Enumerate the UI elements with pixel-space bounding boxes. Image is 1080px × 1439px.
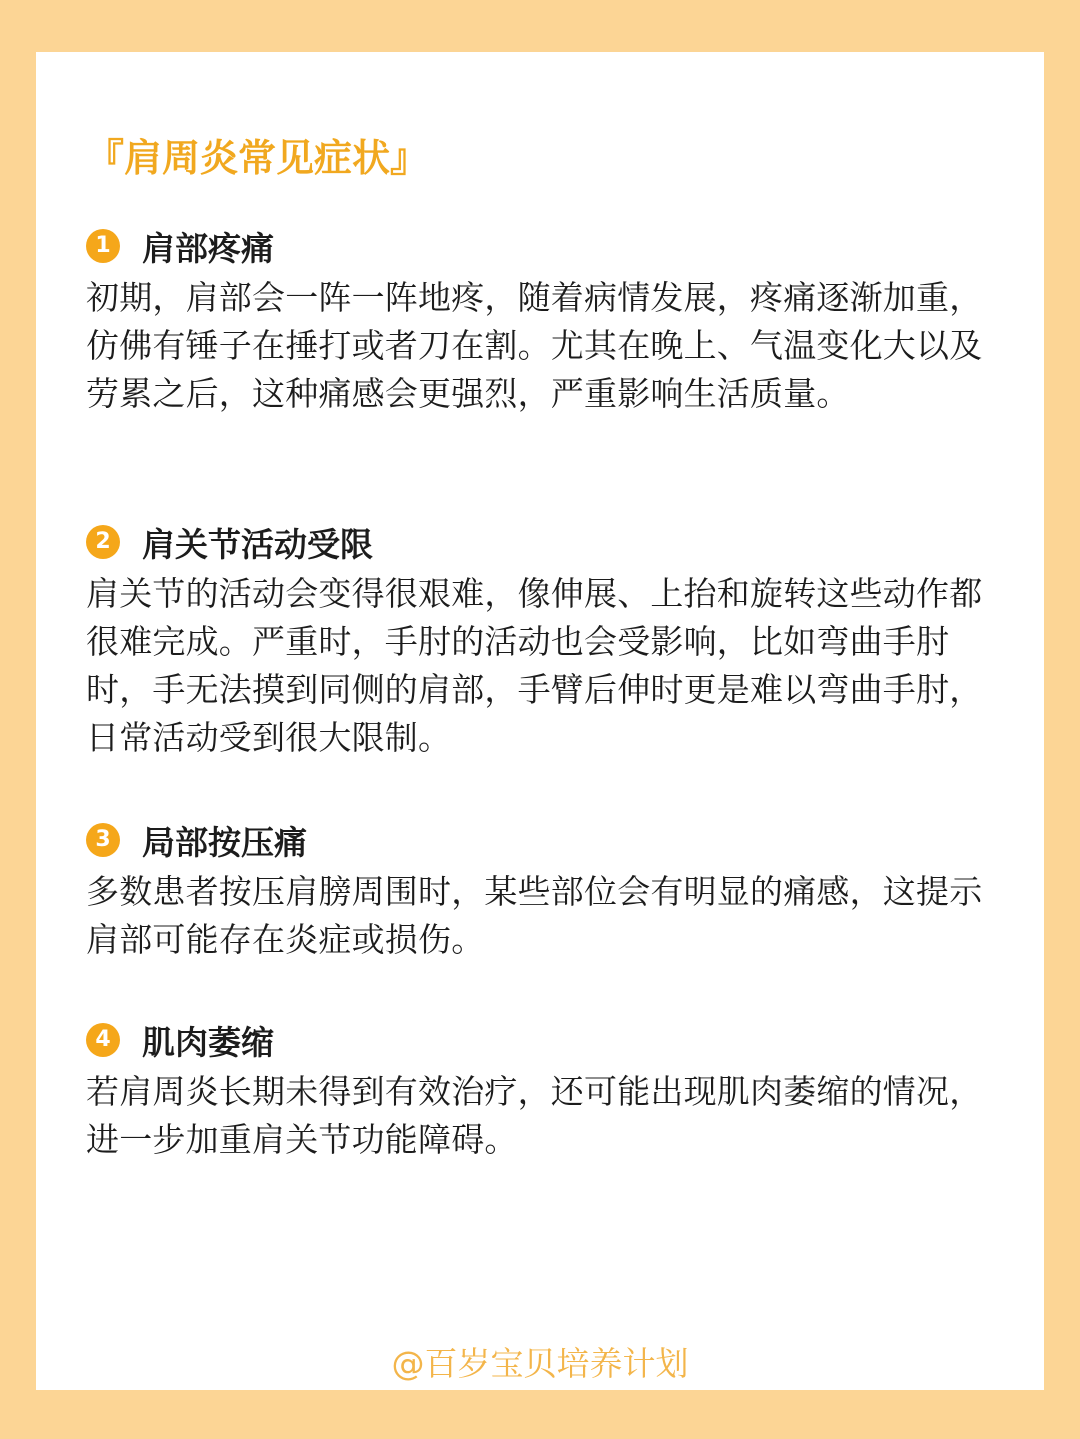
section-header <box>86 224 1006 268</box>
section-body: 肩关节的活动会变得很艰难，像伸展、上抬和旋转这些动作都很难完成。严重时，手肘的活动也会受影响，比如弯曲手肘时，手无法摸到同侧的肩部，手臂后伸时更是难以弯曲手肘，日常活动受到很大限制。 <box>86 574 983 757</box>
content-card <box>36 52 1044 1390</box>
section-header <box>86 1018 1006 1062</box>
author-watermark: @百岁宝贝培养计划 <box>391 1344 689 1383</box>
page-title: 『肩周炎常见症状』 <box>86 136 429 180</box>
section-body: 多数患者按压肩膀周围时，某些部位会有明显的痛感，这提示肩部可能存在炎症或损伤。 <box>86 872 983 959</box>
section-header <box>86 818 1006 862</box>
symptom-section-4 <box>86 1018 1006 1164</box>
symptom-section-2 <box>86 520 1006 762</box>
symptom-section-3 <box>86 818 1006 964</box>
number-badge-icon: 2 <box>86 525 120 559</box>
section-body: 初期，肩部会一阵一阵地疼，随着病情发展，疼痛逐渐加重，仿佛有锤子在捶打或者刀在割。尤其在晚上、气温变化大以及劳累之后，这种痛感会更强烈，严重影响生活质量。 <box>86 278 983 413</box>
section-heading: 肩部疼痛 <box>142 228 274 268</box>
section-body: 若肩周炎长期未得到有效治疗，还可能出现肌肉萎缩的情况，进一步加重肩关节功能障碍。 <box>86 1072 983 1159</box>
section-heading: 局部按压痛 <box>142 822 307 862</box>
number-badge-icon: 3 <box>86 823 120 857</box>
section-header <box>86 520 1006 564</box>
number-badge-icon: 1 <box>86 229 120 263</box>
section-heading: 肩关节活动受限 <box>142 524 373 564</box>
symptom-section-1 <box>86 224 1006 418</box>
number-badge-icon: 4 <box>86 1023 120 1057</box>
section-heading: 肌肉萎缩 <box>142 1022 274 1062</box>
